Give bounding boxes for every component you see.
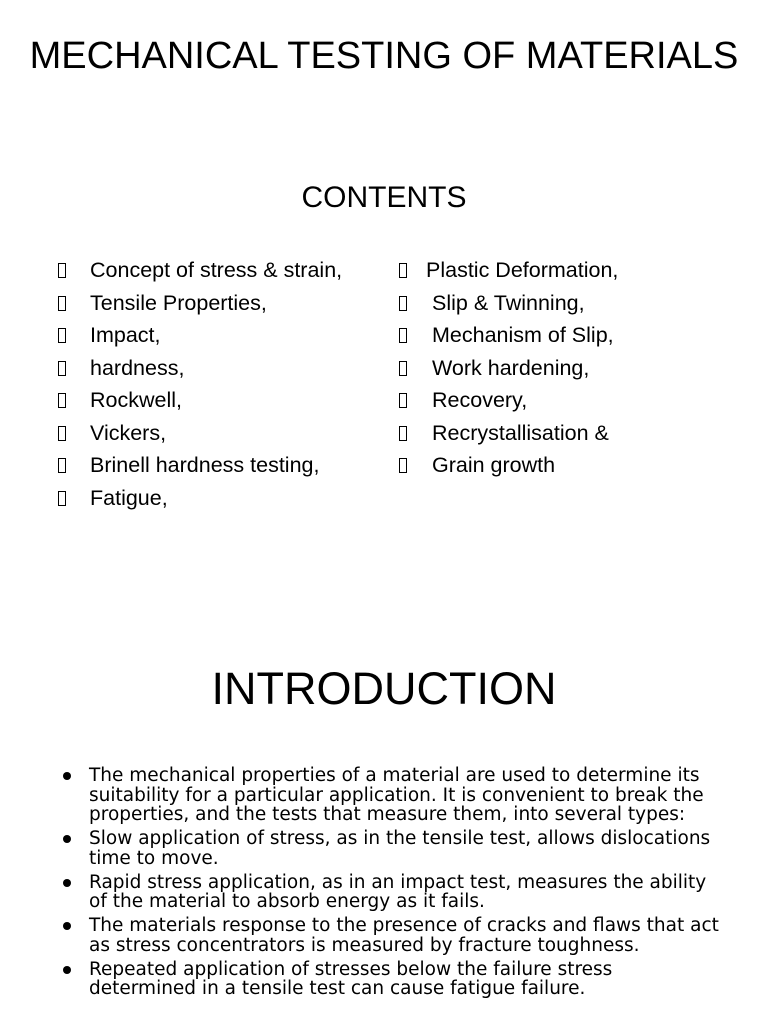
list-item [55, 254, 375, 287]
list-item-text: Slow application of stress, as in the tensile test, allows dislocations time to move. [89, 828, 711, 869]
box-bullet-icon [58, 328, 66, 343]
list-item-label: Brinell hardness testing, [90, 453, 320, 477]
list-item [55, 287, 375, 320]
box-bullet-icon [58, 263, 66, 278]
list-item-label: Plastic Deformation, [426, 258, 619, 282]
list-item-text: Repeated application of stresses below the failure stress determined in a tensile test can cause fatigue failure. [89, 958, 613, 999]
round-bullet-icon [63, 772, 71, 780]
list-item-text: The materials response to the presence of cracks and flaws that act as stress concentrators is measured by fracture toughness. [89, 915, 719, 956]
introduction-slide [0, 600, 768, 1024]
list-item [396, 319, 736, 352]
round-bullet-icon [63, 966, 71, 974]
list-item-label: Work hardening, [432, 355, 590, 380]
list-item-text: The mechanical properties of a material are used to determine its suitability for a particular application. It is convenient to break the properties, and the tests that measure them, into several types: [89, 765, 704, 825]
list-item [55, 352, 375, 385]
list-item-label: Rockwell, [90, 388, 182, 412]
list-item [55, 319, 375, 352]
box-bullet-icon [399, 458, 407, 473]
list-item [55, 384, 375, 417]
box-bullet-icon [399, 393, 407, 408]
round-bullet-icon [63, 835, 71, 843]
list-item-label: Impact, [90, 323, 161, 347]
box-bullet-icon [58, 361, 66, 376]
box-bullet-icon [58, 458, 66, 473]
list-item-label: Grain growth [432, 453, 556, 477]
list-item [396, 287, 736, 320]
contents-list-left [55, 254, 375, 514]
box-bullet-icon [399, 263, 407, 278]
box-bullet-icon [58, 426, 66, 441]
list-item [396, 352, 736, 385]
list-item [60, 916, 720, 955]
list-item-label: Mechanism of Slip, [432, 323, 614, 347]
box-bullet-icon [399, 328, 407, 343]
list-item [60, 960, 720, 999]
list-item [60, 873, 720, 912]
list-item [396, 254, 736, 287]
list-item [55, 482, 375, 515]
round-bullet-icon [63, 879, 71, 887]
round-bullet-icon [63, 922, 71, 930]
list-item-label: Tensile Properties, [90, 290, 267, 315]
list-item [60, 829, 720, 868]
page-title: MECHANICAL TESTING OF MATERIALS [29, 35, 739, 77]
list-item [60, 766, 720, 825]
list-item-label: Vickers, [90, 420, 167, 445]
list-item-text: Rapid stress application, as in an impact test, measures the ability of the material to absorb energy as it fails. [89, 871, 707, 912]
box-bullet-icon [58, 393, 66, 408]
box-bullet-icon [399, 426, 407, 441]
contents-list-right [396, 254, 736, 482]
list-item [55, 449, 375, 482]
list-item-label: Concept of stress & strain, [90, 258, 343, 282]
box-bullet-icon [58, 491, 66, 506]
list-item-label: Fatigue, [90, 485, 168, 510]
list-item [396, 384, 736, 417]
list-item-label: Recovery, [432, 388, 528, 412]
contents-heading: CONTENTS [301, 181, 467, 214]
box-bullet-icon [58, 296, 66, 311]
box-bullet-icon [399, 296, 407, 311]
list-item-label: hardness, [90, 355, 185, 380]
section-title: INTRODUCTION [211, 663, 557, 714]
box-bullet-icon [399, 361, 407, 376]
list-item-label: Slip & Twinning, [432, 290, 585, 315]
list-item [396, 417, 736, 450]
list-item [55, 417, 375, 450]
introduction-list [60, 766, 720, 1003]
list-item [396, 449, 736, 482]
list-item-label: Recrystallisation & [432, 420, 609, 445]
